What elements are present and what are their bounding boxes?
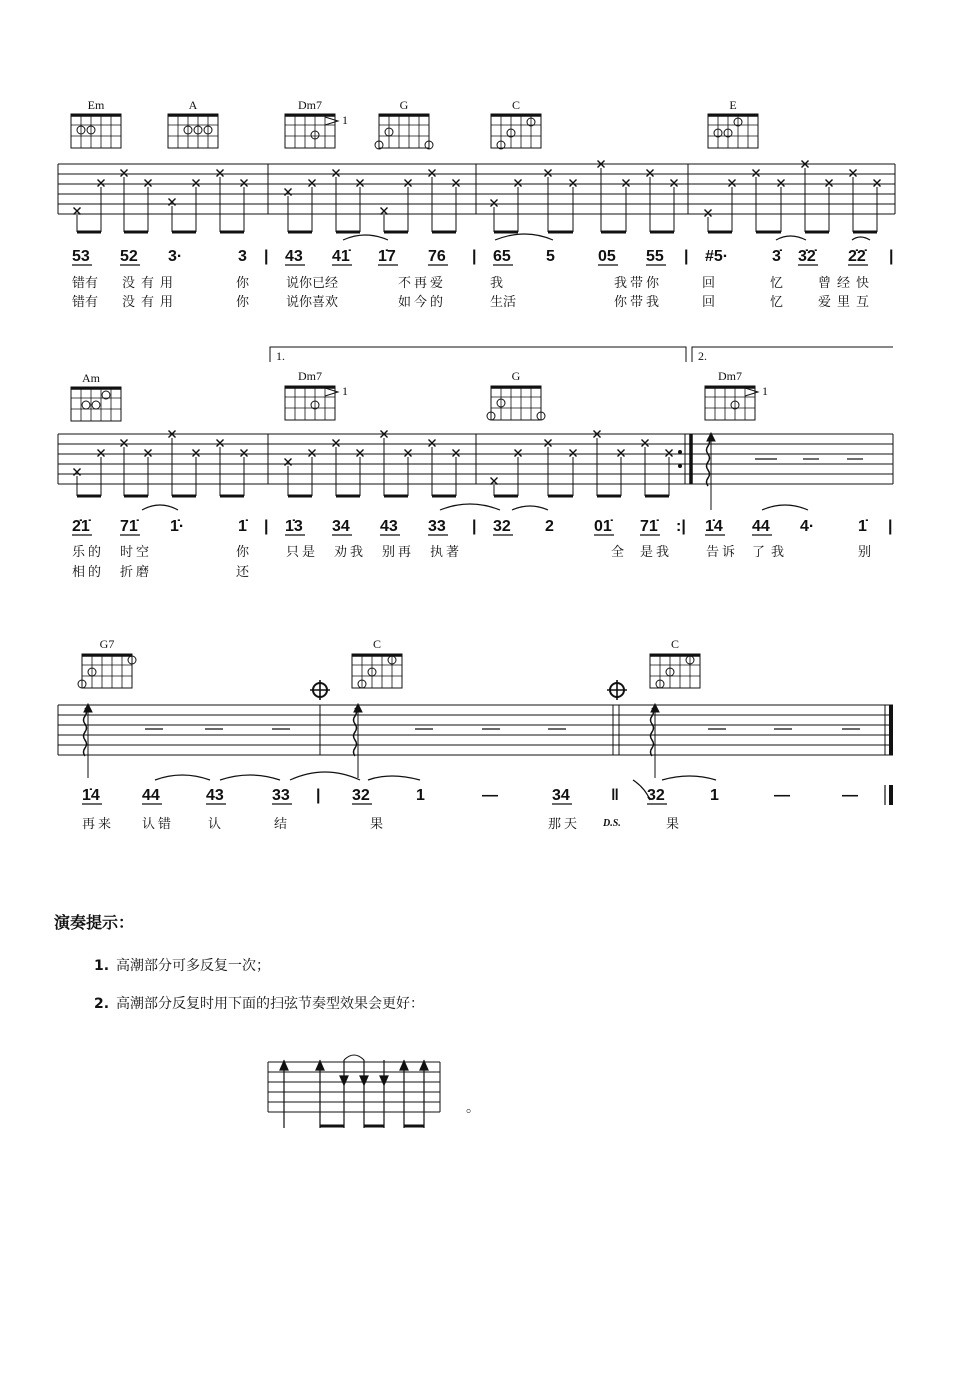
pick-mark: [618, 450, 625, 457]
svg-text:|: |: [889, 248, 894, 265]
svg-text:时空: 时空: [120, 545, 153, 560]
chord-name: G: [399, 98, 409, 112]
svg-text:回: 回: [702, 295, 716, 310]
svg-text:|: |: [472, 248, 477, 265]
pick-mark: [98, 180, 105, 187]
lyrics-verse-2: [72, 294, 875, 310]
svg-text:那天: 那天: [548, 817, 581, 832]
strum-pattern: [268, 1055, 480, 1128]
svg-text:1: 1: [416, 787, 425, 804]
chord-diagram-dm7: [705, 369, 768, 420]
svg-text:52: 52: [120, 248, 138, 265]
pick-mark: [642, 440, 649, 447]
chord-name: E: [729, 98, 737, 112]
svg-text:—: —: [482, 787, 498, 804]
svg-text:01̇: 01̇: [594, 518, 612, 535]
lyrics-verse-1: [72, 275, 875, 291]
svg-text:认错: 认错: [142, 817, 175, 832]
svg-text:65: 65: [493, 248, 511, 265]
svg-text:53: 53: [72, 248, 90, 265]
tip-1-text: 高潮部分可多反复一次；: [116, 958, 270, 974]
chord-diagram-g: [375, 98, 433, 149]
svg-text:|: |: [888, 518, 893, 535]
svg-text:说你已经: 说你已经: [286, 276, 339, 291]
svg-text:果: 果: [666, 817, 680, 832]
tab-staff: [58, 705, 893, 755]
pick-mark: [647, 170, 654, 177]
svg-text:71̇: 71̇: [120, 518, 138, 535]
svg-text:相的: 相的: [72, 565, 105, 580]
svg-text:3̇: 3̇: [772, 248, 781, 265]
svg-text:5: 5: [546, 248, 555, 265]
svg-text:44: 44: [752, 518, 770, 535]
chord-diagram-em: [71, 98, 121, 148]
svg-text:2̇1̇: 2̇1̇: [72, 518, 90, 535]
pick-mark: [570, 180, 577, 187]
svg-text:劝我: 劝我: [334, 545, 367, 560]
svg-text:‖: ‖: [611, 787, 619, 804]
svg-text:1̇7: 1̇7: [378, 248, 396, 265]
pick-mark: [98, 450, 105, 457]
svg-text:是我: 是我: [640, 545, 673, 560]
tip-2-text: 高潮部分反复时用下面的扫弦节奏型效果会更好：: [116, 996, 424, 1012]
svg-text::|: :|: [676, 518, 686, 535]
volta-2-label: 2.: [698, 349, 707, 363]
chord-diagram-g7: [78, 637, 136, 688]
pick-mark: [241, 450, 248, 457]
pick-mark: [453, 450, 460, 457]
svg-text:生活: 生活: [490, 295, 517, 310]
svg-text:结: 结: [274, 817, 288, 832]
pick-mark: [623, 180, 630, 187]
svg-text:44: 44: [142, 787, 160, 804]
svg-text:43: 43: [206, 787, 224, 804]
pick-mark: [405, 180, 412, 187]
svg-text:你: 你: [236, 545, 250, 560]
pick-mark: [217, 170, 224, 177]
pick-mark: [241, 180, 248, 187]
pick-mark: [217, 440, 224, 447]
svg-text:不再爱: 不再爱: [398, 276, 447, 291]
svg-text:1: 1: [762, 384, 768, 398]
chord-name: Dm7: [298, 98, 322, 112]
pick-mark: [545, 170, 552, 177]
pick-mark: [753, 170, 760, 177]
svg-text:忆: 忆: [770, 276, 784, 291]
pick-mark: [357, 180, 364, 187]
pick-mark: [357, 450, 364, 457]
svg-text:2: 2: [545, 518, 554, 535]
volta-brackets: [270, 347, 893, 362]
svg-text:32: 32: [493, 518, 511, 535]
pick-mark: [145, 180, 152, 187]
pick-mark: [570, 450, 577, 457]
pick-mark: [405, 450, 412, 457]
lyrics-verse-2: [72, 564, 250, 580]
pick-mark: [545, 440, 552, 447]
svg-text:33: 33: [428, 518, 446, 535]
svg-text:我带你: 我带你: [614, 276, 663, 291]
pick-mark: [193, 450, 200, 457]
svg-text:—: —: [774, 787, 790, 804]
svg-text:你带我: 你带我: [614, 295, 663, 310]
pick-mark: [778, 180, 785, 187]
chord-diagram-e: [708, 98, 758, 148]
svg-text:2̇2̇: 2̇2̇: [848, 248, 866, 265]
svg-text:|: |: [684, 248, 689, 265]
svg-text:C: C: [670, 637, 680, 651]
svg-text:错有: 错有: [72, 276, 99, 291]
svg-text:Dm7: Dm7: [298, 369, 322, 383]
pick-mark: [705, 210, 712, 217]
tab-staff: [58, 164, 895, 214]
svg-text:如今的: 如今的: [398, 295, 447, 310]
strum-down-arrow: [380, 1076, 388, 1085]
svg-text:我: 我: [490, 276, 504, 291]
tip-2-number: 2.: [94, 996, 110, 1012]
svg-text:G7: G7: [99, 637, 115, 651]
svg-text:回: 回: [702, 276, 716, 291]
performance-tips: [53, 913, 424, 1012]
system-3: [58, 637, 893, 832]
svg-text:—: —: [842, 787, 858, 804]
strum-down-arrow: [340, 1076, 348, 1085]
svg-text:执著: 执著: [430, 545, 463, 560]
system-1: [58, 98, 895, 310]
pick-mark: [333, 170, 340, 177]
svg-text:3̇2̇: 3̇2̇: [798, 248, 816, 265]
svg-text:3: 3: [238, 248, 247, 265]
svg-text:你: 你: [236, 295, 250, 310]
svg-text:乐的: 乐的: [72, 545, 105, 560]
svg-text:71̇: 71̇: [640, 518, 658, 535]
svg-text:说你喜欢: 说你喜欢: [286, 295, 339, 310]
tab-picking: [74, 431, 673, 497]
svg-text:认: 认: [208, 817, 222, 832]
svg-text:|: |: [316, 787, 321, 804]
svg-text:爱里互: 爱里互: [818, 295, 876, 310]
svg-text:果: 果: [370, 817, 384, 832]
pick-mark: [729, 180, 736, 187]
svg-text:1̇: 1̇: [858, 518, 867, 535]
chord-diagram-c: [352, 637, 402, 688]
numbered-notation: [72, 234, 893, 265]
volta-1-label: 1.: [276, 349, 285, 363]
svg-text:了我: 了我: [752, 545, 791, 560]
pick-mark: [381, 208, 388, 215]
pick-mark: [121, 440, 128, 447]
svg-text:别再: 别再: [382, 545, 415, 560]
svg-text:#5·: #5·: [705, 248, 729, 265]
pick-mark: [121, 170, 128, 177]
pick-mark: [193, 180, 200, 187]
pick-mark: [453, 180, 460, 187]
svg-text:33: 33: [272, 787, 290, 804]
svg-text:34: 34: [332, 518, 350, 535]
svg-text:别: 别: [858, 545, 872, 560]
pick-mark: [309, 180, 316, 187]
svg-text:曾经快: 曾经快: [818, 276, 876, 291]
svg-text:没有用: 没有用: [122, 276, 180, 291]
system-2: [58, 347, 893, 580]
svg-text:告诉: 告诉: [706, 545, 739, 560]
svg-text:全: 全: [611, 545, 625, 560]
svg-text:1̇4: 1̇4: [705, 518, 723, 535]
svg-text:只是: 只是: [286, 545, 319, 560]
pick-mark: [429, 440, 436, 447]
numbered-notation: [72, 504, 892, 535]
pick-mark: [491, 478, 498, 485]
chord-diagram-c: [650, 637, 700, 688]
svg-text:|: |: [472, 518, 477, 535]
chord-diagram-c: [491, 98, 541, 149]
pick-mark: [491, 200, 498, 207]
coda-sign: [607, 680, 627, 700]
svg-text:55: 55: [646, 248, 664, 265]
chord-name: Em: [87, 98, 105, 112]
pick-mark: [666, 450, 673, 457]
svg-text:32: 32: [647, 787, 665, 804]
svg-text:折磨: 折磨: [120, 565, 153, 580]
repeat-dots: [678, 450, 682, 468]
svg-text:还: 还: [236, 565, 250, 580]
chord-name: C: [511, 98, 521, 112]
svg-text:1̇: 1̇: [238, 518, 247, 535]
svg-text:忆: 忆: [770, 295, 784, 310]
chord-diagram-dm7: [285, 369, 348, 420]
tab-picking: [74, 161, 881, 233]
svg-text:错有: 错有: [72, 295, 99, 310]
pick-mark: [309, 450, 316, 457]
numbered-notation: [82, 772, 891, 805]
chord-diagram-g: [487, 369, 545, 420]
svg-text:G: G: [511, 369, 521, 383]
ds-marking: D.S.: [603, 818, 621, 829]
svg-text:05: 05: [598, 248, 616, 265]
strum-down-arrow: [360, 1076, 368, 1085]
pick-mark: [429, 170, 436, 177]
svg-text:1: 1: [342, 384, 348, 398]
svg-text:41̇: 41̇: [332, 248, 350, 265]
lyrics-verse-1: [82, 816, 679, 832]
svg-text:43: 43: [380, 518, 398, 535]
strum-arpeggio: [707, 433, 716, 510]
pick-mark: [874, 180, 881, 187]
svg-text:Am: Am: [82, 371, 100, 385]
svg-text:34: 34: [552, 787, 570, 804]
svg-text:1̇4: 1̇4: [82, 787, 100, 804]
svg-text:你: 你: [236, 276, 250, 291]
end-mark: 。: [466, 1100, 480, 1116]
pick-mark: [333, 440, 340, 447]
svg-text:1̇3: 1̇3: [285, 518, 303, 535]
svg-text:76: 76: [428, 248, 446, 265]
chord-diagram-dm7: [285, 98, 348, 148]
pick-mark: [515, 180, 522, 187]
lyrics-verse-1: [72, 544, 871, 560]
tip-1-number: 1.: [94, 958, 110, 974]
svg-text:|: |: [264, 518, 269, 535]
pick-mark: [826, 180, 833, 187]
chord-diagram-a: [168, 98, 218, 148]
chord-name: A: [188, 98, 198, 112]
tips-heading: 演奏提示：: [54, 913, 135, 932]
svg-text:32: 32: [352, 787, 370, 804]
pick-mark: [850, 170, 857, 177]
svg-text:1̇·: 1̇·: [170, 518, 185, 535]
svg-text:1: 1: [342, 113, 348, 127]
svg-text:|: |: [264, 248, 269, 265]
svg-text:再来: 再来: [82, 817, 115, 832]
pick-mark: [74, 208, 81, 215]
svg-text:1: 1: [710, 787, 719, 804]
svg-text:3·: 3·: [168, 248, 183, 265]
svg-text:没有用: 没有用: [122, 295, 180, 310]
pick-mark: [671, 180, 678, 187]
chord-diagram-am: [71, 371, 121, 421]
pick-mark: [145, 450, 152, 457]
svg-text:4·: 4·: [800, 518, 815, 535]
pick-mark: [515, 450, 522, 457]
coda-sign: [310, 680, 330, 700]
svg-text:C: C: [372, 637, 382, 651]
svg-text:43: 43: [285, 248, 303, 265]
svg-text:Dm7: Dm7: [718, 369, 742, 383]
